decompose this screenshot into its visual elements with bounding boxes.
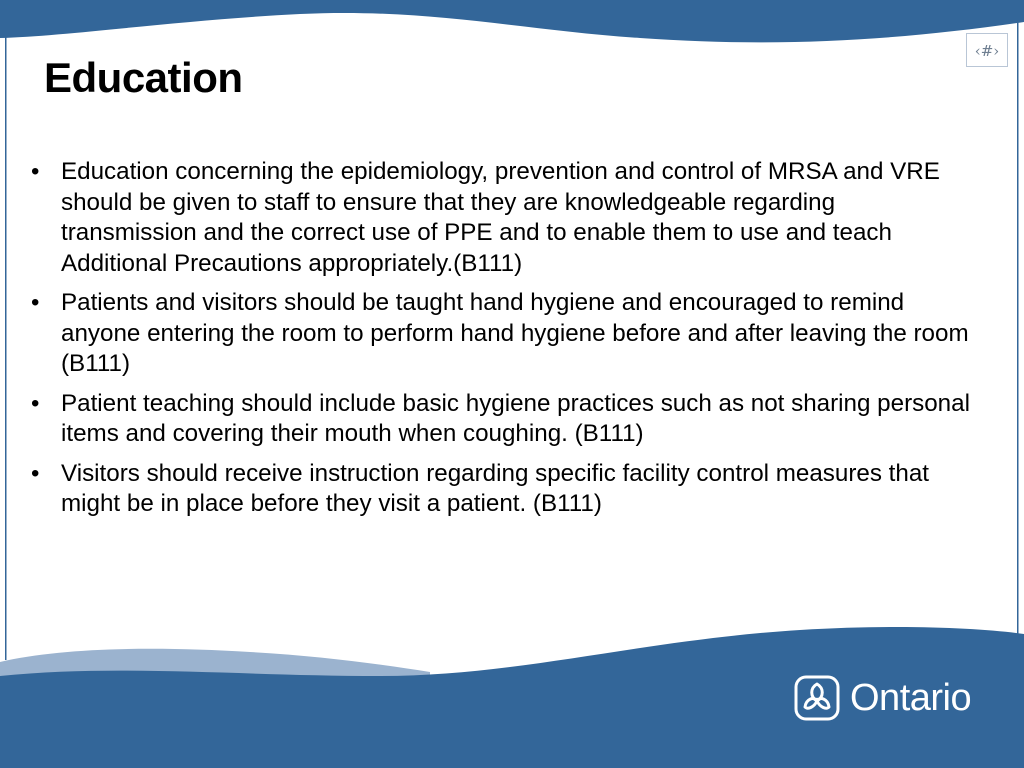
bullet-item: • Patients and visitors should be taught hand hygiene and encouraged to remind anyone entering the room to perform hand hygiene before and after leaving the room (B111)	[30, 288, 970, 380]
bullet-item: • Visitors should receive instruction regarding specific facility control measures that might be in place before they visit a patient. (B111)	[30, 459, 970, 520]
top-wave	[0, 0, 1024, 42]
slide-number-box: ‹#›	[966, 33, 1008, 67]
bullet-item: • Patient teaching should include basic hygiene practices such as not sharing personal items and covering their mouth when coughing. (B111)	[30, 389, 970, 450]
bullet-item: • Education concerning the epidemiology, prevention and control of MRSA and VRE should be given to staff to ensure that they are knowledgeable regarding transmission and the correct use of PPE and to enable them to use and teach Additional Precautions appropriately.(B111)	[30, 157, 970, 279]
bullet-list	[30, 157, 970, 529]
logo-text: Ontario	[850, 677, 972, 719]
slide-title: Education	[44, 54, 243, 101]
trillium-icon	[794, 675, 840, 721]
left-border	[5, 20, 7, 660]
ontario-logo	[794, 674, 971, 722]
right-border	[1017, 10, 1019, 650]
